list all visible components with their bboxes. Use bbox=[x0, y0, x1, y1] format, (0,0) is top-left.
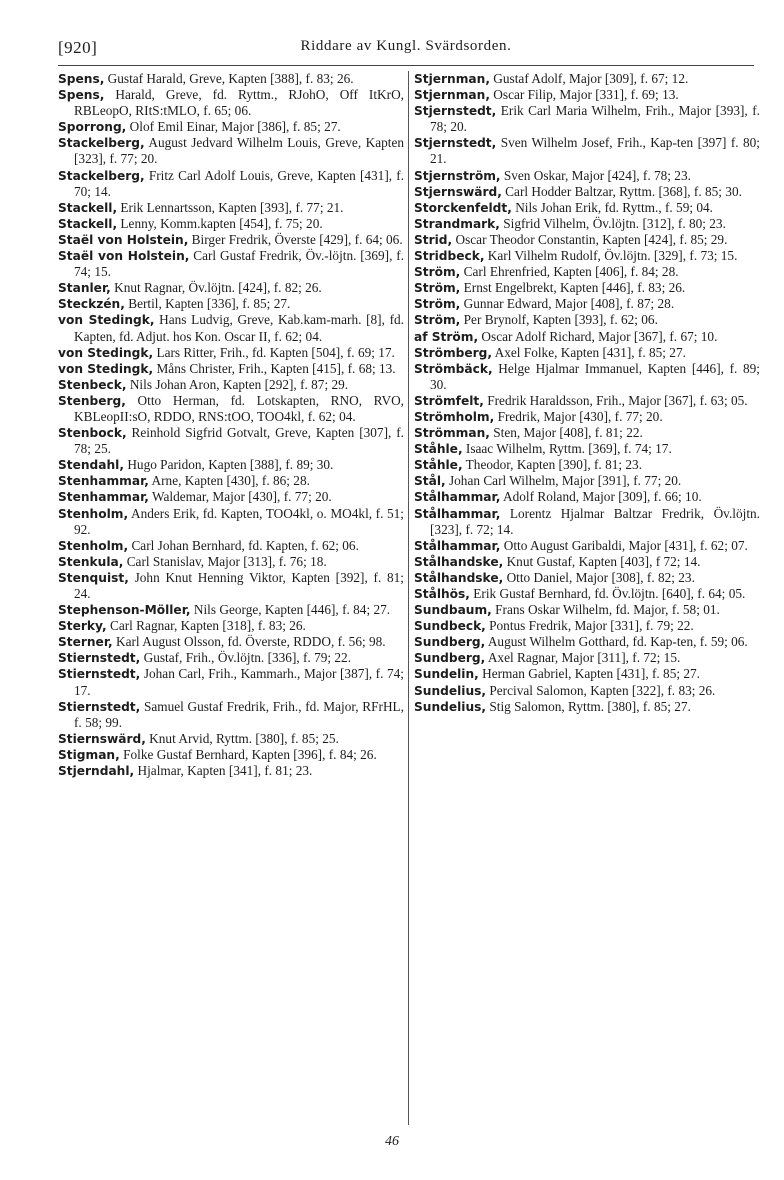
entry-details: Knut Gustaf, Kapten [403], f 72; 14. bbox=[506, 553, 701, 569]
register-entry bbox=[58, 457, 404, 473]
entry-details: John Knut Henning Viktor, Kapten [392], f. 81; 24. bbox=[74, 569, 405, 601]
entry-surname: Staël von Holstein, bbox=[58, 249, 190, 264]
entry-surname: Strid, bbox=[414, 232, 453, 247]
entry-details: Carl Gustaf Fredrik, Öv.-löjtn. [369], f. 74; 15. bbox=[74, 248, 404, 280]
entry-details: Anders Erik, fd. Kapten, TOO4kl, o. MO4kl, f. 51; 92. bbox=[74, 505, 404, 537]
page-footer-number: 46 bbox=[385, 1134, 399, 1149]
entry-details: Herman Gabriel, Kapten [431], f. 85; 27. bbox=[482, 666, 700, 682]
register-entry bbox=[414, 248, 760, 264]
entry-surname: Sterky, bbox=[58, 619, 107, 634]
entry-surname: Sundelius, bbox=[414, 699, 487, 714]
entry-surname: Spens, bbox=[58, 72, 105, 86]
register-entry bbox=[58, 425, 404, 457]
register-entry bbox=[414, 586, 760, 602]
entry-surname: Strömholm, bbox=[414, 409, 495, 424]
register-entry bbox=[58, 280, 404, 296]
register-entry bbox=[58, 699, 404, 731]
register-entry bbox=[414, 200, 760, 216]
register-entry bbox=[414, 570, 760, 586]
entry-details: Ernst Engelbrekt, Kapten [446], f. 83; 26. bbox=[463, 280, 686, 296]
entry-details: Oscar Adolf Richard, Major [367], f. 67; 10. bbox=[481, 328, 718, 344]
entry-surname: Stenholm, bbox=[58, 506, 129, 521]
register-entry bbox=[414, 489, 760, 505]
entry-details: Erik Lennartsson, Kapten [393], f. 77; 21. bbox=[120, 199, 344, 215]
register-entry bbox=[414, 506, 760, 538]
entry-surname: Sundelin, bbox=[414, 667, 479, 682]
register-entry bbox=[414, 264, 760, 280]
entry-details: Hjalmar, Kapten [341], f. 81; 23. bbox=[137, 763, 313, 779]
entry-details: Frans Oskar Wilhelm, fd. Major, f. 58; 01. bbox=[495, 602, 720, 618]
entry-surname: Stiernstedt, bbox=[58, 699, 141, 714]
entry-surname: Sundelius, bbox=[414, 683, 487, 698]
entry-surname: Sundberg, bbox=[414, 651, 486, 666]
register-entry bbox=[58, 602, 404, 618]
entry-details: Bertil, Kapten [336], f. 85; 27. bbox=[128, 296, 291, 312]
register-entry bbox=[58, 538, 404, 554]
register-entry bbox=[414, 87, 760, 103]
entry-details: Carl Ehrenfried, Kapten [406], f. 84; 28. bbox=[463, 264, 679, 280]
entry-surname: Sundbeck, bbox=[414, 619, 486, 634]
entry-details: Hans Ludvig, Greve, Kab.kam-marh. [8], fd. Kapten, fd. Adjut. hos Kon. Oscar II, f. 62; 04. bbox=[74, 312, 404, 344]
entry-details: Carl Hodder Baltzar, Ryttm. [368], f. 85; 30. bbox=[505, 183, 742, 199]
entry-details: Gunnar Edward, Major [408], f. 87; 28. bbox=[463, 296, 675, 312]
entry-details: Lorentz Hjalmar Baltzar Fredrik, Öv.löjtn. [323], f. 72; 14. bbox=[430, 505, 760, 537]
entry-details: Sten, Major [408], f. 81; 22. bbox=[493, 425, 643, 441]
register-entry bbox=[58, 312, 404, 344]
entry-details: Samuel Gustaf Fredrik, Frih., fd. Major, RFrHL, f. 58; 99. bbox=[74, 698, 404, 730]
entry-surname: von Stedingk, bbox=[58, 345, 154, 360]
entry-surname: Stål, bbox=[414, 474, 446, 489]
entry-details: Knut Ragnar, Öv.löjtn. [424], f. 82; 26. bbox=[114, 280, 322, 296]
entry-surname: Stålhammar, bbox=[414, 506, 501, 521]
entry-surname: Stiernstedt, bbox=[58, 651, 141, 666]
entry-surname: Staël von Holstein, bbox=[58, 232, 189, 247]
entry-details: Sven Oskar, Major [424], f. 78; 23. bbox=[503, 167, 691, 183]
entry-details: Oscar Filip, Major [331], f. 69; 13. bbox=[493, 87, 679, 103]
register-entry bbox=[414, 71, 760, 87]
entry-details: Sigfrid Vilhelm, Öv.löjtn. [312], f. 80; 23. bbox=[503, 215, 726, 231]
entry-surname: Stenberg, bbox=[58, 393, 126, 408]
entry-details: Johan Carl Wilhelm, Major [391], f. 77; 20. bbox=[448, 473, 682, 489]
entry-surname: Stålhandske, bbox=[414, 554, 504, 569]
entry-details: Erik Carl Maria Wilhelm, Frih., Major [393], f. 78; 20. bbox=[430, 103, 760, 135]
entry-details: Isaac Wilhelm, Ryttm. [369], f. 74; 17. bbox=[465, 441, 672, 457]
entry-details: Theodor, Kapten [390], f. 81; 23. bbox=[465, 457, 643, 473]
entry-surname: Stålhammar, bbox=[414, 538, 501, 553]
entry-details: Nils Johan Aron, Kapten [292], f. 87; 29. bbox=[129, 376, 349, 392]
register-entry bbox=[58, 489, 404, 505]
register-entry bbox=[58, 570, 404, 602]
entry-details: Axel Folke, Kapten [431], f. 85; 27. bbox=[494, 344, 686, 360]
entry-details: Hugo Paridon, Kapten [388], f. 89; 30. bbox=[127, 457, 334, 473]
entry-details: Percival Salomon, Kapten [322], f. 83; 26. bbox=[489, 682, 716, 698]
entry-details: Harald, Greve, fd. Ryttm., RJohO, Off ItKrO, RBLeopO, RItS:tMLO, f. 65; 06. bbox=[74, 87, 404, 119]
register-entry bbox=[58, 747, 404, 763]
entry-details: Karl Vilhelm Rudolf, Öv.löjtn. [329], f. 73; 15. bbox=[487, 248, 738, 264]
entry-surname: Sundbaum, bbox=[414, 603, 492, 618]
register-entry bbox=[414, 280, 760, 296]
register-entry bbox=[58, 634, 404, 650]
entry-surname: Stjernman, bbox=[414, 88, 490, 103]
entry-surname: Sundberg, bbox=[414, 635, 486, 650]
entry-details: Fritz Carl Adolf Louis, Greve, Kapten [431], f. 70; 14. bbox=[74, 167, 404, 199]
register-entry bbox=[414, 393, 760, 409]
entry-surname: Stålhös, bbox=[414, 587, 470, 601]
register-entry bbox=[414, 666, 760, 682]
register-entry bbox=[414, 296, 760, 312]
running-title: Riddare av Kungl. Svärdsorden. bbox=[300, 38, 512, 54]
register-entry bbox=[58, 393, 404, 425]
entry-surname: Stjernstedt, bbox=[414, 104, 497, 119]
register-entry bbox=[414, 216, 760, 232]
entry-details: Fredrik, Major [430], f. 77; 20. bbox=[497, 408, 663, 424]
entry-surname: Stenkula, bbox=[58, 554, 124, 569]
entry-surname: Stackell, bbox=[58, 200, 118, 215]
entry-details: Waldemar, Major [430], f. 77; 20. bbox=[152, 489, 332, 505]
register-entry bbox=[58, 666, 404, 698]
entry-surname: Stålhandske, bbox=[414, 570, 504, 585]
entry-surname: Stigman, bbox=[58, 747, 120, 762]
entry-surname: von Stedingk, bbox=[58, 313, 155, 328]
entry-surname: af Ström, bbox=[414, 329, 479, 344]
register-entry bbox=[414, 345, 760, 361]
entry-surname: Stackelberg, bbox=[58, 136, 145, 151]
entry-details: Otto Daniel, Major [308], f. 82; 23. bbox=[506, 569, 695, 585]
entry-details: August Jedvard Wilhelm Louis, Greve, Kapten [323], f. 77; 20. bbox=[74, 135, 404, 167]
entry-details: Lenny, Komm.kapten [454], f. 75; 20. bbox=[120, 215, 323, 231]
entry-details: Stig Salomon, Ryttm. [380], f. 85; 27. bbox=[489, 698, 691, 714]
register-entry bbox=[414, 554, 760, 570]
entry-details: Pontus Fredrik, Major [331], f. 79; 22. bbox=[489, 618, 694, 634]
entry-details: Arne, Kapten [430], f. 86; 28. bbox=[151, 473, 310, 489]
entry-surname: Ström, bbox=[414, 281, 461, 296]
register-entry bbox=[58, 296, 404, 312]
entry-details: Carl Ragnar, Kapten [318], f. 83; 26. bbox=[109, 618, 306, 634]
entry-details: Oscar Theodor Constantin, Kapten [424], f. 85; 29. bbox=[455, 231, 728, 247]
register-entry bbox=[414, 473, 760, 489]
register-entry bbox=[58, 763, 404, 779]
entry-surname: Stiernswärd, bbox=[58, 731, 146, 746]
entry-details: Carl Stanislav, Major [313], f. 76; 18. bbox=[126, 553, 327, 569]
entry-surname: Stendahl, bbox=[58, 458, 124, 473]
register-entry bbox=[414, 441, 760, 457]
register-entry bbox=[414, 457, 760, 473]
entry-details: Gustaf Harald, Greve, Kapten [388], f. 83; 26. bbox=[107, 71, 354, 86]
entry-surname: Strandmark, bbox=[414, 216, 500, 231]
entry-surname: Stjernman, bbox=[414, 72, 490, 86]
entry-surname: von Stedingk, bbox=[58, 361, 154, 376]
entry-details: Helge Hjalmar Immanuel, Kapten [446], f. 89; 30. bbox=[430, 360, 760, 392]
entry-details: Adolf Roland, Major [309], f. 66; 10. bbox=[502, 489, 702, 505]
entry-surname: Strömman, bbox=[414, 426, 490, 441]
register-entry bbox=[58, 216, 404, 232]
entry-details: Birger Fredrik, Överste [429], f. 64; 06. bbox=[191, 231, 403, 247]
register-entry bbox=[58, 200, 404, 216]
register-entry bbox=[58, 345, 404, 361]
entry-surname: Stjernström, bbox=[414, 168, 501, 183]
entry-surname: Spens, bbox=[58, 88, 105, 103]
register-entry bbox=[414, 312, 760, 328]
page-number: [920] bbox=[58, 38, 98, 57]
register-entry bbox=[58, 87, 404, 119]
register-entry bbox=[58, 168, 404, 200]
register-entry bbox=[414, 699, 760, 715]
register-entry bbox=[58, 248, 404, 280]
entry-details: Nils Johan Erik, fd. Ryttm., f. 59; 04. bbox=[515, 199, 713, 215]
entry-details: Carl Johan Bernhard, fd. Kapten, f. 62; 06. bbox=[131, 537, 359, 553]
register-entry bbox=[414, 103, 760, 135]
entry-details: Otto August Garibaldi, Major [431], f. 62; 07. bbox=[503, 537, 748, 553]
entry-surname: Stephenson-Möller, bbox=[58, 603, 191, 618]
entry-surname: Ström, bbox=[414, 297, 461, 312]
entry-surname: Stenbeck, bbox=[58, 377, 127, 392]
entry-details: Erik Gustaf Bernhard, fd. Öv.löjtn. [640], f. 64; 05. bbox=[473, 586, 746, 601]
entry-surname: Stålhammar, bbox=[414, 490, 501, 505]
entry-columns bbox=[58, 71, 761, 1125]
entry-surname: Stanler, bbox=[58, 281, 111, 296]
entry-surname: Ström, bbox=[414, 313, 461, 328]
page-header bbox=[58, 38, 754, 62]
register-entry bbox=[414, 538, 760, 554]
entry-details: Reinhold Sigfrid Gotvalt, Greve, Kapten [307], f. 78; 25. bbox=[74, 425, 404, 457]
entry-details: Gustaf, Frih., Öv.löjtn. [336], f. 79; 22. bbox=[143, 650, 352, 666]
entry-details: Sven Wilhelm Josef, Frih., Kap-ten [397] f. 80; 21. bbox=[430, 135, 761, 167]
entry-details: Gustaf Adolf, Major [309], f. 67; 12. bbox=[493, 71, 689, 86]
entry-surname: Stenholm, bbox=[58, 538, 129, 553]
register-entry bbox=[414, 184, 760, 200]
entry-details: Johan Carl, Frih., Kammarh., Major [387], f. 74; 17. bbox=[74, 666, 404, 698]
entry-details: Folke Gustaf Bernhard, Kapten [396], f. 84; 26. bbox=[123, 746, 377, 762]
entry-details: Nils George, Kapten [446], f. 84; 27. bbox=[193, 602, 391, 618]
register-entry bbox=[414, 425, 760, 441]
entry-surname: Stenquist, bbox=[58, 570, 129, 585]
entry-details: Karl August Olsson, fd. Överste, RDDO, f. 56; 98. bbox=[116, 634, 386, 650]
entry-details: Olof Emil Einar, Major [386], f. 85; 27. bbox=[129, 119, 341, 135]
entry-surname: Stenhammar, bbox=[58, 490, 149, 505]
entry-details: Per Brynolf, Kapten [393], f. 62; 06. bbox=[463, 312, 658, 328]
entry-details: Otto Herman, fd. Lotskapten, RNO, RVO, KBLeopII:sO, RDDO, RNS:tOO, TOO4kl, f. 62; 04. bbox=[74, 392, 405, 424]
register-entry bbox=[414, 683, 760, 699]
register-entry bbox=[414, 602, 760, 618]
entry-details: Måns Christer, Frih., Kapten [415], f. 68; 13. bbox=[156, 360, 396, 376]
entry-surname: Stjerndahl, bbox=[58, 764, 135, 779]
register-entry bbox=[58, 650, 404, 666]
entry-surname: Stiernstedt, bbox=[58, 667, 141, 682]
entry-details: Lars Ritter, Frih., fd. Kapten [504], f. 69; 17. bbox=[156, 344, 395, 360]
entry-surname: Stackell, bbox=[58, 216, 118, 231]
entry-surname: Steckzén, bbox=[58, 297, 125, 312]
register-entry bbox=[58, 119, 404, 135]
register-entry bbox=[414, 634, 760, 650]
entry-surname: Ström, bbox=[414, 265, 461, 280]
column-divider bbox=[408, 71, 409, 1125]
register-entry bbox=[58, 135, 404, 167]
entry-surname: Strömbäck, bbox=[414, 361, 493, 376]
register-entry bbox=[58, 71, 404, 87]
entry-surname: Stridbeck, bbox=[414, 249, 485, 264]
entry-surname: Stackelberg, bbox=[58, 168, 145, 183]
entry-surname: Stjernstedt, bbox=[414, 136, 497, 151]
entry-details: Knut Arvid, Ryttm. [380], f. 85; 25. bbox=[149, 730, 339, 746]
entry-surname: Strömberg, bbox=[414, 345, 493, 360]
register-entry bbox=[414, 361, 760, 393]
register-entry bbox=[414, 232, 760, 248]
register-entry bbox=[414, 409, 760, 425]
entry-surname: Strömfelt, bbox=[414, 393, 484, 408]
register-entry bbox=[414, 329, 760, 345]
entry-surname: Ståhle, bbox=[414, 442, 463, 457]
register-entry bbox=[414, 618, 760, 634]
entry-details: Axel Ragnar, Major [311], f. 72; 15. bbox=[487, 650, 681, 666]
register-entry bbox=[414, 168, 760, 184]
right-column bbox=[414, 71, 760, 715]
register-entry bbox=[58, 731, 404, 747]
entry-surname: Storckenfeldt, bbox=[414, 200, 512, 215]
register-entry bbox=[58, 377, 404, 393]
entry-surname: Stenbock, bbox=[58, 426, 127, 441]
register-entry bbox=[58, 618, 404, 634]
register-entry bbox=[414, 135, 760, 167]
register-entry bbox=[58, 361, 404, 377]
header-rule bbox=[58, 65, 754, 66]
register-entry bbox=[58, 554, 404, 570]
left-column bbox=[58, 71, 404, 779]
entry-surname: Sporrong, bbox=[58, 120, 127, 135]
entry-surname: Ståhle, bbox=[414, 458, 463, 473]
entry-surname: Stenhammar, bbox=[58, 474, 149, 489]
register-entry bbox=[58, 232, 404, 248]
entry-surname: Stjernswärd, bbox=[414, 184, 502, 199]
register-entry bbox=[58, 506, 404, 538]
entry-surname: Sterner, bbox=[58, 635, 113, 650]
entry-details: August Wilhelm Gotthard, fd. Kap-ten, f. 59; 06. bbox=[487, 634, 748, 650]
entry-details: Fredrik Haraldsson, Frih., Major [367], f. 63; 05. bbox=[487, 392, 748, 408]
register-entry bbox=[414, 650, 760, 666]
register-entry bbox=[58, 473, 404, 489]
